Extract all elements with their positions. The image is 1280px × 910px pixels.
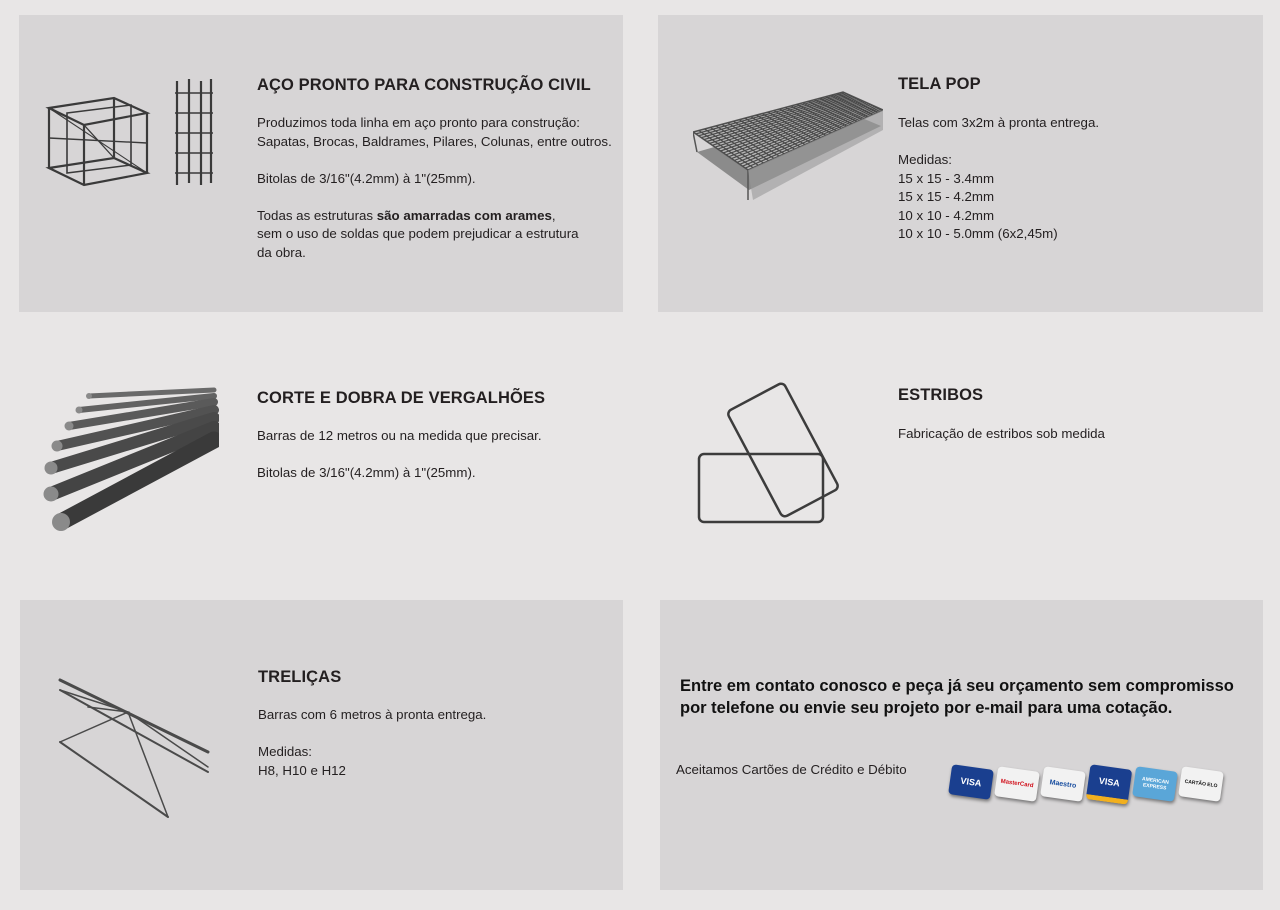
medidas-label: Medidas:: [258, 744, 312, 759]
medida-item: 15 x 15 - 3.4mm: [898, 170, 995, 186]
description-line: Produzimos toda linha em aço pronto para construção:: [257, 115, 581, 130]
estruturas-bold: são amarradas com arames: [376, 207, 552, 223]
panel-contato: [660, 600, 1263, 890]
soldas-line: da obra.: [257, 244, 306, 260]
wire-mesh-illustration: [693, 90, 883, 240]
panel-description: [898, 425, 1228, 444]
description-line: Barras com 6 metros à pronta entrega.: [258, 707, 487, 722]
description-line: Sapatas, Brocas, Baldrames, Pilares, Colunas, entre outros.: [257, 133, 612, 149]
panel-title: TRELIÇAS: [258, 668, 342, 686]
steel-cage-illustration: [39, 73, 219, 193]
medida-item: 10 x 10 - 5.0mm (6x2,45m): [898, 226, 1058, 241]
description-line: Fabricação de estribos sob medida: [898, 426, 1105, 441]
panel-aco-pronto: [19, 15, 623, 312]
medida-item: 15 x 15 - 4.2mm: [898, 189, 995, 204]
panel-title: ESTRIBOS: [898, 386, 984, 404]
estruturas-suffix: ,: [551, 207, 556, 223]
medidas-label: Medidas:: [898, 152, 952, 167]
american-express-card-icon: AMERICAN EXPRESS: [1132, 766, 1178, 802]
bitolas-line: Bitolas de 3/16"(4.2mm) à 1"(25mm).: [257, 465, 476, 480]
medidas-values: H8, H10 e H12: [258, 762, 346, 778]
cta-line: por telefone ou envie seu projeto por e-mail para uma cotação.: [680, 699, 1173, 717]
lattice-truss-illustration: [58, 672, 218, 822]
description-line: Telas com 3x2m à pronta entrega.: [898, 115, 1100, 130]
panel-description: [898, 114, 1228, 244]
rebar-bundle-illustration: [39, 382, 219, 542]
soldas-line: sem o uso de soldas que podem prejudicar a estrutura: [257, 226, 579, 241]
payment-cards: [950, 763, 1230, 813]
panel-description: [257, 427, 607, 483]
panel-trelicas: [20, 600, 623, 890]
description-line: Barras de 12 metros ou na medida que precisar.: [257, 428, 542, 443]
maestro-card-icon: Maestro: [1040, 766, 1086, 802]
cards-accepted-label: Aceitamos Cartões de Crédito e Débito: [676, 762, 907, 777]
estruturas-prefix: Todas as estruturas: [257, 207, 377, 223]
panel-title: AÇO PRONTO PARA CONSTRUÇÃO CIVIL: [257, 76, 591, 94]
panel-estribos: [658, 340, 1263, 580]
visa-card-icon: VISA: [948, 764, 994, 800]
visa-electron-card-icon: VISA: [1086, 764, 1132, 805]
panel-corte-dobra: [19, 340, 623, 580]
medida-item: 10 x 10 - 4.2mm: [898, 207, 995, 223]
panel-tela-pop: [658, 15, 1263, 312]
stirrups-illustration: [693, 380, 853, 530]
estruturas-line: [257, 207, 627, 226]
contact-call-to-action: [680, 675, 1234, 719]
cta-line: Entre em contato conosco e peça já seu orçamento sem compromisso: [680, 677, 1234, 695]
mastercard-icon: MasterCard: [994, 766, 1040, 802]
bitolas-line: Bitolas de 3/16"(4.2mm) à 1"(25mm).: [257, 170, 476, 186]
elo-card-icon: CARTÃO ELO: [1178, 766, 1224, 802]
panel-description: [258, 706, 588, 780]
panel-title: TELA POP: [898, 75, 981, 93]
panel-description: [257, 114, 627, 262]
panel-title: CORTE E DOBRA DE VERGALHÕES: [257, 389, 546, 407]
